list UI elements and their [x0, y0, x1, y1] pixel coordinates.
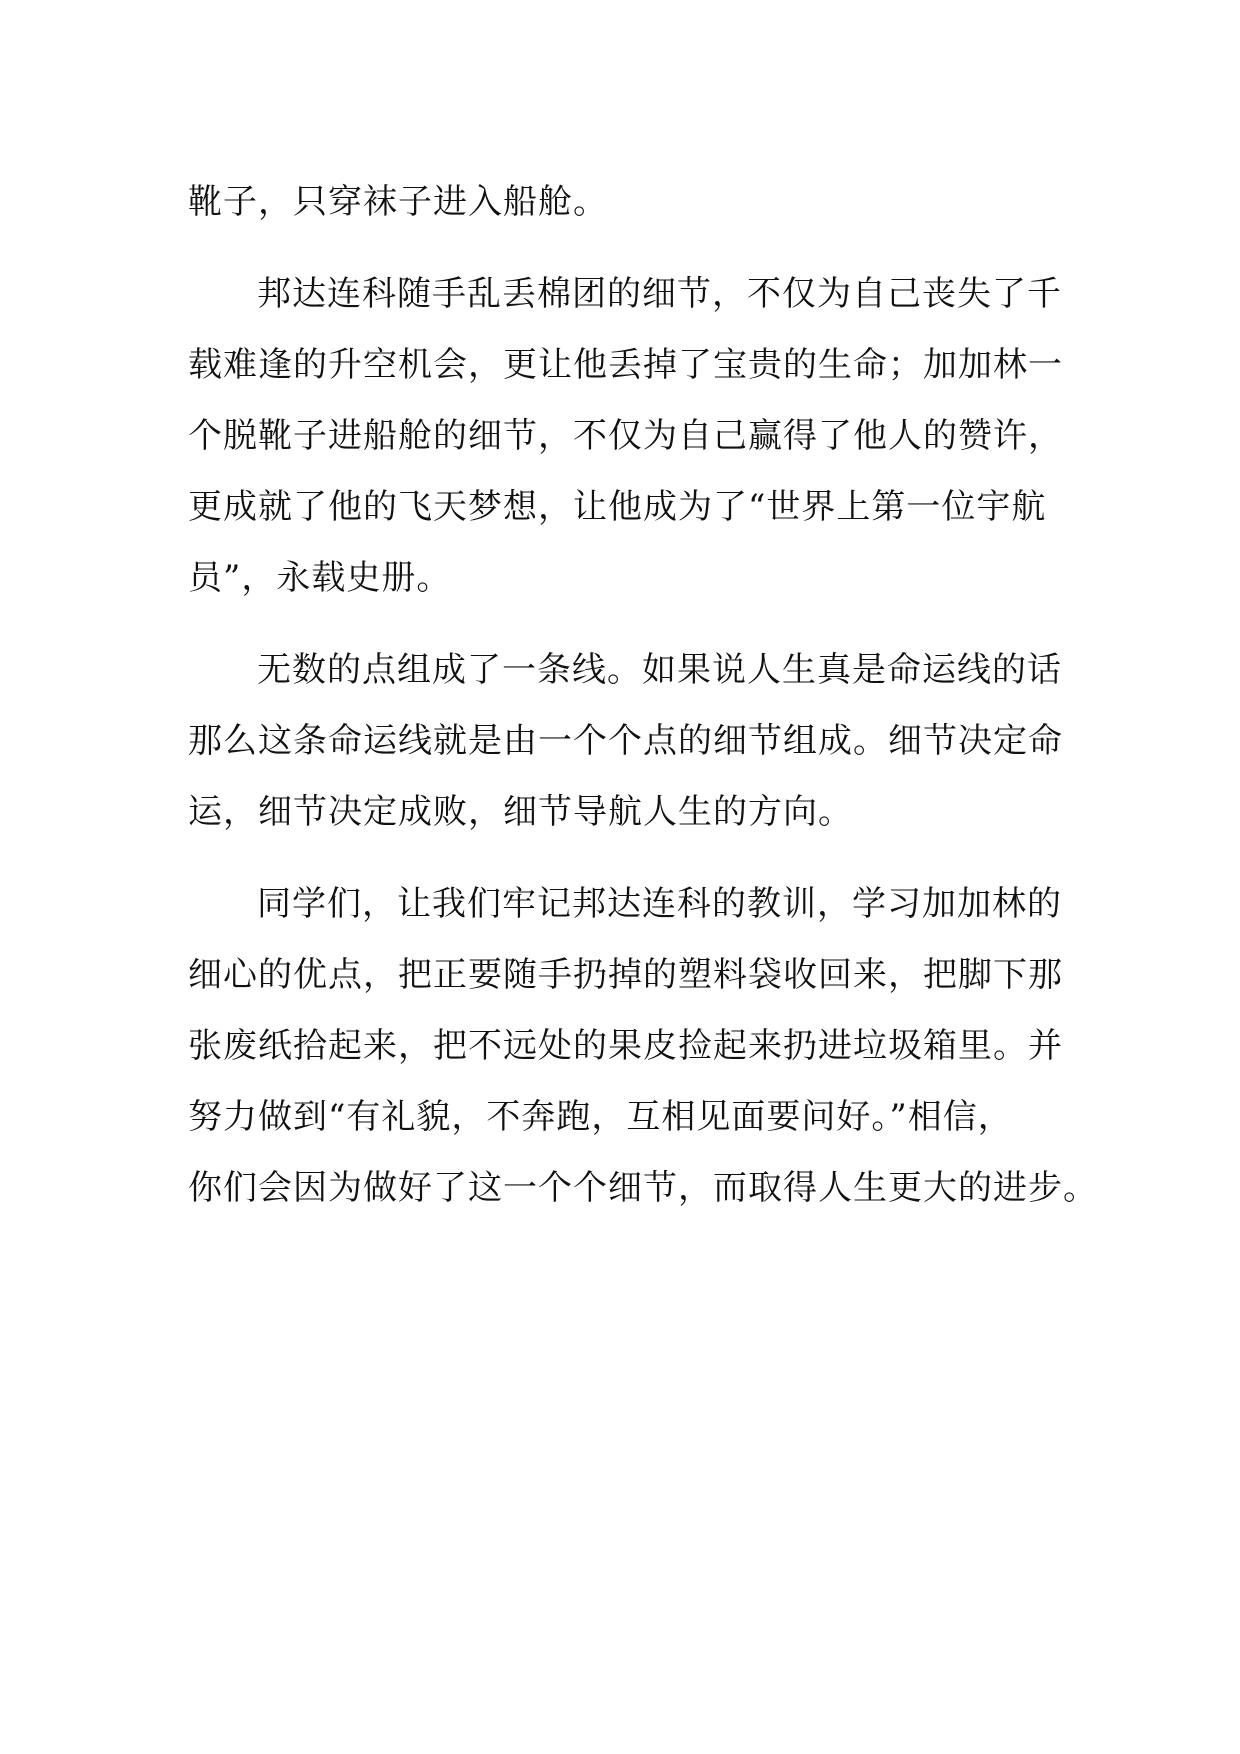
text-line: 运，细节决定成败，细节导航人生的方向。 [188, 792, 853, 832]
text-line: 努力做到“有礼貌，不奔跑，互相见面要问好。”相信， [188, 1097, 1013, 1137]
text-line: 张废纸拾起来，把不远处的果皮捡起来扔进垃圾箱里。并 [188, 1026, 1063, 1066]
text-line: 员”，永载史册。 [188, 558, 452, 598]
paragraph-life-line [188, 635, 1063, 848]
text-line: 那么这条命运线就是由一个个点的细节组成。细节决定命 [188, 721, 1063, 761]
paragraph-call-to-students [188, 869, 1098, 1224]
text-line: 无数的点组成了一条线。如果说人生真是命运线的话 [257, 650, 1062, 690]
text-line: 邦达连科随手乱丢棉团的细节，不仅为自己丧失了千 [257, 274, 1062, 314]
text-line: 同学们，让我们牢记邦达连科的教训，学习加加林的 [257, 884, 1062, 924]
text-line: 细心的优点，把正要随手扔掉的塑料袋收回来，把脚下那 [188, 955, 1063, 995]
text-line: 载难逢的升空机会，更让他丢掉了宝贵的生命；加加林一 [188, 345, 1063, 385]
text-line: 你们会因为做好了这一个个细节，而取得人生更大的进步。 [188, 1168, 1098, 1208]
text-line: 更成就了他的飞天梦想，让他成为了“世界上第一位宇航 [188, 487, 1047, 527]
text-line: 个脱靴子进船舱的细节，不仅为自己赢得了他人的赞许， [188, 416, 1063, 456]
paragraph-continuation [188, 167, 1058, 238]
text-line: 靴子，只穿袜子进入船舱。 [188, 182, 608, 222]
paragraph-bondarenko-gagarin [188, 259, 1063, 614]
document-body [188, 167, 1098, 1245]
